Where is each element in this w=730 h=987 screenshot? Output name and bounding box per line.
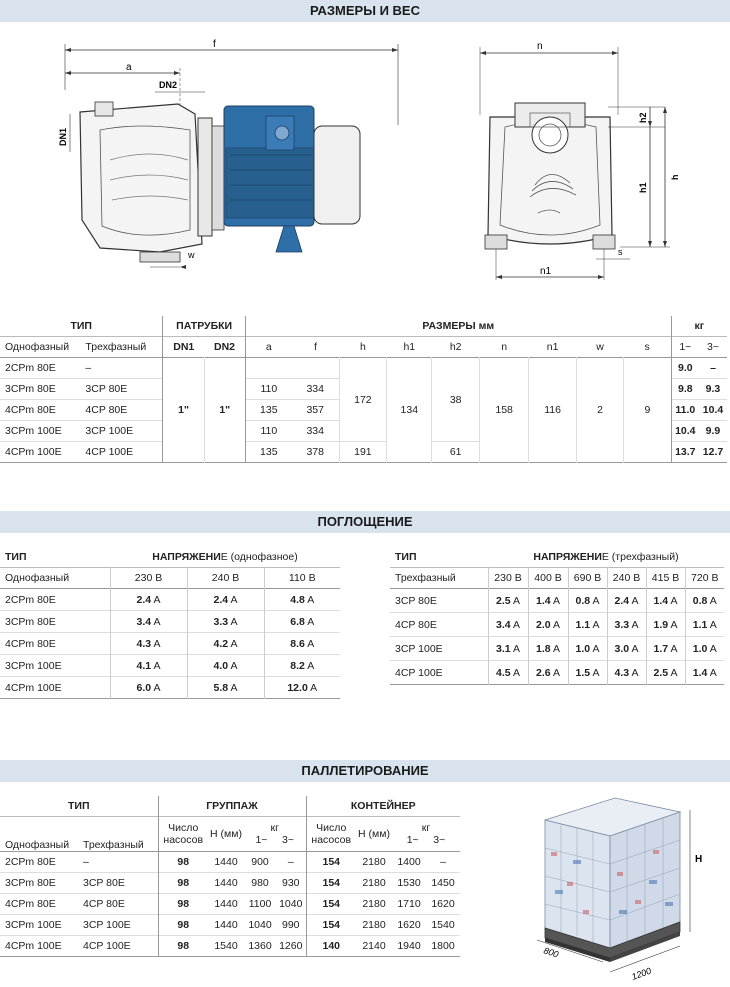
tp-col: 720 В <box>685 568 724 589</box>
groupage-value: 98 <box>158 873 208 894</box>
container-value: 1530 <box>397 877 421 889</box>
s-value: 9 <box>624 358 671 463</box>
model-three: 3CP 80E <box>85 383 128 395</box>
kg3-value: 12.7 <box>702 446 724 458</box>
dims-sub-h2: h2 <box>449 341 462 353</box>
groupage-value: 1540 <box>214 940 238 952</box>
sp-value: 4.0 A <box>187 655 264 677</box>
pallet-head-type: ТИП <box>67 800 90 812</box>
pallet-model-three: 3CP 100E <box>83 919 131 931</box>
pallet-model-single: 3CPm 100E <box>5 919 62 931</box>
sp-type-label: Однофазный <box>5 572 70 584</box>
sp-value: 2.4 A <box>187 589 264 611</box>
model-single: 3CPm 100E <box>5 425 62 437</box>
container-value: 154 <box>306 894 356 915</box>
dims-sub-a: a <box>245 337 291 358</box>
dim-label-n: n <box>537 41 543 52</box>
f-value: 334 <box>306 425 324 437</box>
a-value: 110 <box>245 379 291 400</box>
container-value: 2180 <box>362 856 386 868</box>
pallet-head-container: КОНТЕЙНЕР <box>306 796 460 817</box>
groupage-value: 980 <box>251 877 269 889</box>
sp-value: 4.1 A <box>110 655 187 677</box>
pump-side-drawing <box>40 30 440 275</box>
a-value: 135 <box>245 442 291 463</box>
h2-value: 38 <box>432 358 479 442</box>
container-value: 154 <box>306 915 356 936</box>
groupage-value: 1440 <box>214 919 238 931</box>
dims-sub-dn2: DN2 <box>214 341 236 353</box>
tp-value: 1.4 A <box>685 661 724 685</box>
pallet-sub-kg: кг 1~ 3~ <box>255 822 295 846</box>
dims-head-sizes: РАЗМЕРЫ мм <box>245 316 671 337</box>
n-value: 158 <box>479 358 528 463</box>
tp-model: 3CP 100E <box>395 642 443 655</box>
model-three: 4CP 100E <box>85 446 134 458</box>
dim-label-dn2: DN2 <box>159 80 178 90</box>
sp-model: 2CPm 80E <box>5 593 56 606</box>
pallet-sub-three: Трехфазный <box>83 839 144 851</box>
container-value: 2180 <box>362 877 386 889</box>
tp-value: 3.0 A <box>607 637 646 661</box>
sp-head-voltage: НАПРЯЖЕНИЕ (однофазное) <box>152 551 298 563</box>
groupage-value: 1360 <box>248 940 272 952</box>
dn1-value: 1" <box>163 358 204 463</box>
sp-value: 2.4 A <box>110 589 187 611</box>
model-single: 4CPm 80E <box>5 404 56 416</box>
dim-label-h1: h1 <box>638 182 648 193</box>
dims-sub-n1: n1 <box>546 341 559 353</box>
groupage-value: 1440 <box>214 898 238 910</box>
dim-label-dn1: DN1 <box>58 127 68 146</box>
groupage-value: – <box>287 856 294 868</box>
h2-value: 61 <box>432 442 479 463</box>
three-phase-table <box>390 547 724 685</box>
pallet-dim-w: 1200 <box>630 965 653 982</box>
kg1-value: 11.0 <box>671 400 699 421</box>
sp-col: 240 В <box>187 568 264 589</box>
kg1-value: 10.4 <box>671 421 699 442</box>
dims-head-type: ТИП <box>70 320 92 332</box>
sp-col: 110 В <box>264 568 340 589</box>
a-value: 135 <box>245 400 291 421</box>
pallet-model-single: 4CPm 100E <box>5 940 62 952</box>
model-three: 3CP 100E <box>85 425 134 437</box>
dims-sub-n: n <box>501 341 508 353</box>
container-value: 2180 <box>362 919 386 931</box>
sp-value: 12.0 A <box>264 677 340 699</box>
pallet-model-single: 4CPm 80E <box>5 898 56 910</box>
sp-value: 3.3 A <box>187 611 264 633</box>
container-value: 1620 <box>431 898 455 910</box>
container-value: 1800 <box>431 940 455 952</box>
groupage-value: 900 <box>251 856 269 868</box>
container-value: 1540 <box>431 919 455 931</box>
container-value: 154 <box>306 852 356 873</box>
sp-model: 3CPm 100E <box>5 659 62 672</box>
pallet-sub-kg: кг 1~ 3~ <box>406 822 446 846</box>
sp-value: 4.3 A <box>110 633 187 655</box>
dims-sub-k3: 3~ <box>706 341 719 353</box>
dim-label-h2: h2 <box>638 112 648 123</box>
dims-sub-s: s <box>644 341 650 353</box>
tp-value: 0.8 A <box>568 589 607 613</box>
dims-sub-dn1: DN1 <box>163 337 204 358</box>
w-value: 2 <box>576 358 623 463</box>
pallet-model-single: 3CPm 80E <box>5 877 56 889</box>
dims-sub-h1: h1 <box>403 341 416 353</box>
model-single: 4CPm 100E <box>5 446 62 458</box>
tp-value: 4.3 A <box>607 661 646 685</box>
groupage-value: 98 <box>158 894 208 915</box>
sp-head-type: ТИП <box>5 551 27 563</box>
pallet-sub-h: H (мм) <box>210 828 242 840</box>
f-value: 378 <box>306 446 324 458</box>
container-value: 1620 <box>397 919 421 931</box>
groupage-value: 990 <box>281 919 300 931</box>
sp-model: 4CPm 100E <box>5 681 62 694</box>
model-single: 3CPm 80E <box>5 383 56 395</box>
tp-value: 1.0 A <box>568 637 607 661</box>
dim-label-a: a <box>126 62 132 73</box>
sp-model: 3CPm 80E <box>5 615 56 628</box>
tp-value: 3.3 A <box>607 613 646 637</box>
dim-label-f: f <box>213 39 216 50</box>
n1-value: 116 <box>529 358 576 463</box>
dim-label-w: w <box>188 250 195 260</box>
pallet-sub-num: Число насосов <box>306 817 356 852</box>
tp-value: 2.4 A <box>607 589 646 613</box>
pallet-dim-d: 800 <box>542 945 560 960</box>
groupage-value: 98 <box>158 852 208 873</box>
container-value: 1450 <box>431 877 455 889</box>
dims-sub-w: w <box>596 341 604 353</box>
container-value: 2180 <box>362 898 386 910</box>
pallet-model-three: 4CP 100E <box>83 940 131 952</box>
sp-value: 4.2 A <box>187 633 264 655</box>
dims-head-ports: ПАТРУБКИ <box>163 316 245 337</box>
dim-label-h: h <box>670 174 680 180</box>
tp-type-label: Трехфазный <box>395 572 456 584</box>
dim-label-s: s <box>618 247 623 257</box>
dims-sub-single: Однофазный <box>5 341 70 353</box>
container-value: 140 <box>306 936 356 957</box>
model-three: 4CP 80E <box>85 404 128 416</box>
f-value: 357 <box>306 404 324 416</box>
tp-value: 1.1 A <box>685 613 724 637</box>
groupage-value: 98 <box>158 936 208 957</box>
tp-model: 4CP 80E <box>395 618 437 631</box>
pallet-model-three: – <box>83 856 89 868</box>
tp-value: 1.1 A <box>568 613 607 637</box>
dn2-value: 1" <box>204 358 245 463</box>
section-title-pallet: ПАЛЛЕТИРОВАНИЕ <box>0 760 730 782</box>
section-title-dims: РАЗМЕРЫ И ВЕС <box>0 0 730 22</box>
model-single: 2CPm 80E <box>5 362 56 374</box>
groupage-value: 1040 <box>248 919 272 931</box>
tp-head-type: ТИП <box>395 551 417 563</box>
kg1-value: 9.8 <box>671 379 699 400</box>
h1-value: 134 <box>387 358 432 463</box>
pallet-sub-h: H (мм) <box>358 828 390 840</box>
tp-value: 1.9 A <box>646 613 685 637</box>
dims-sub-three: Трехфазный <box>85 341 147 353</box>
pallet-dim-h: H <box>695 854 703 865</box>
a-value: 110 <box>245 421 291 442</box>
groupage-value: 1440 <box>214 877 238 889</box>
container-value: – <box>440 856 446 868</box>
h-value: 172 <box>339 358 386 442</box>
dim-label-n1: n1 <box>540 266 552 277</box>
pump-front-drawing <box>460 35 700 285</box>
tp-value: 2.0 A <box>528 613 568 637</box>
tp-value: 1.4 A <box>528 589 568 613</box>
pallet-model-three: 3CP 80E <box>83 877 125 889</box>
kg1-value: 13.7 <box>671 442 699 463</box>
groupage-value: 98 <box>158 915 208 936</box>
dims-sub-k1: 1~ <box>671 337 699 358</box>
tp-col: 690 В <box>568 568 607 589</box>
h-value: 191 <box>339 442 386 463</box>
tp-value: 1.4 A <box>646 589 685 613</box>
groupage-value: 930 <box>281 877 300 889</box>
tp-value: 1.0 A <box>685 637 724 661</box>
pallet-head-groupage: ГРУППАЖ <box>158 796 306 817</box>
dims-head-kg: кг <box>671 316 727 337</box>
tp-value: 1.8 A <box>528 637 568 661</box>
sp-model: 4CPm 80E <box>5 637 56 650</box>
f-value: 334 <box>306 383 324 395</box>
tp-value: 2.5 A <box>646 661 685 685</box>
sp-value: 6.8 A <box>264 611 340 633</box>
dims-sub-f: f <box>314 341 317 353</box>
tp-col: 240 В <box>607 568 646 589</box>
tp-value: 2.6 A <box>528 661 568 685</box>
kg3-value: – <box>710 362 716 374</box>
tp-value: 3.1 A <box>488 637 528 661</box>
dims-table <box>0 316 727 463</box>
sp-col: 230 В <box>110 568 187 589</box>
kg3-value: 9.3 <box>705 383 721 395</box>
sp-value: 8.6 A <box>264 633 340 655</box>
sp-value: 3.4 A <box>110 611 187 633</box>
tp-col: 400 В <box>528 568 568 589</box>
sp-value: 5.8 A <box>187 677 264 699</box>
pallet-table <box>0 796 460 957</box>
container-value: 2140 <box>362 940 386 952</box>
sp-value: 8.2 A <box>264 655 340 677</box>
tp-model: 4CP 100E <box>395 666 443 679</box>
section-title-absorption: ПОГЛОЩЕНИЕ <box>0 511 730 533</box>
tp-value: 1.7 A <box>646 637 685 661</box>
pallet-drawing <box>515 790 715 985</box>
groupage-value: 1100 <box>248 898 272 910</box>
groupage-value: 1040 <box>279 898 303 910</box>
tp-value: 2.5 A <box>488 589 528 613</box>
kg3-value: 10.4 <box>702 404 724 416</box>
pallet-sub-single: Однофазный <box>5 839 70 851</box>
container-value: 1710 <box>397 898 421 910</box>
model-three: – <box>85 362 92 374</box>
tp-col: 230 В <box>488 568 528 589</box>
groupage-value: 1440 <box>214 856 238 868</box>
tp-value: 1.5 A <box>568 661 607 685</box>
groupage-value: 1260 <box>279 940 303 952</box>
tp-col: 415 В <box>646 568 685 589</box>
pallet-model-three: 4CP 80E <box>83 898 125 910</box>
tp-value: 3.4 A <box>488 613 528 637</box>
tp-value: 4.5 A <box>488 661 528 685</box>
tp-value: 0.8 A <box>685 589 724 613</box>
container-value: 1940 <box>397 940 421 952</box>
sp-value: 4.8 A <box>264 589 340 611</box>
container-value: 154 <box>306 873 356 894</box>
kg1-value: 9.0 <box>671 358 699 379</box>
tp-head-voltage: НАПРЯЖЕНИЕ (трехфазный) <box>533 551 679 563</box>
tp-model: 3CP 80E <box>395 594 437 607</box>
pallet-sub-num: Число насосов <box>158 817 208 852</box>
dims-sub-h: h <box>359 341 366 353</box>
single-phase-table <box>0 547 340 699</box>
kg3-value: 9.9 <box>705 425 721 437</box>
pallet-model-single: 2CPm 80E <box>5 856 56 868</box>
sp-value: 6.0 A <box>110 677 187 699</box>
container-value: 1400 <box>397 856 421 868</box>
